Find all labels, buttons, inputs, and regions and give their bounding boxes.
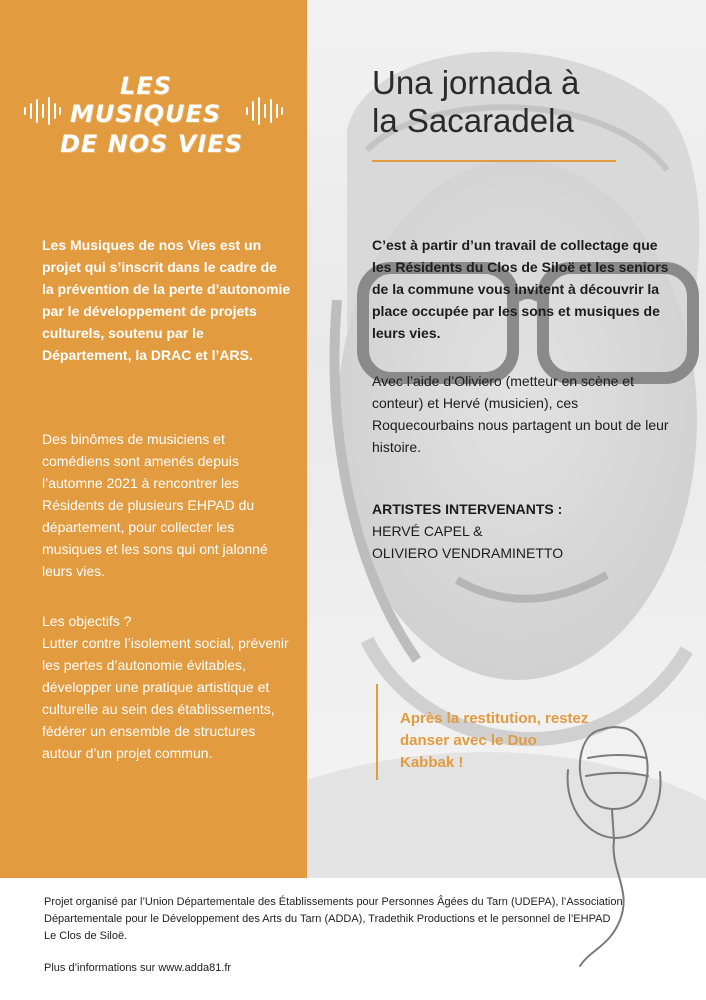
project-intro-text: Les Musiques de nos Vies est un projet qui s’inscrit dans le cadre de la prévention de la perte d’autonomie par le développement de projets culturels, soutenu par le Département, la DRAC et l’ARS. [42,237,291,363]
accent-vertical-line [376,684,378,780]
orange-side-panel [0,0,307,878]
logo [22,72,284,164]
after-show-note: Après la restitution, restez danser avec le Duo Kabbak ! [400,710,589,771]
artist-name-2: OLIVIERO VENDRAMINETTO [372,545,564,561]
logo-line-2: MUSIQUES [70,100,222,128]
objectifs-text: Lutter contre l’isolement social, prévenir les pertes d’autonomie évitables, développer une pratique artistique et culturelle au sein des établissements, fédérer un ensemble de structures autour d’un projet commun. [42,635,289,761]
sound-wave-icon [22,96,62,126]
logo-line-1: LES [120,72,172,100]
sound-wave-icon [244,96,284,126]
logo-line-3: DE NOS VIES [60,130,243,158]
event-title-line-2: la Sacaradela [372,102,574,139]
objectifs-heading: Les objectifs ? [42,613,132,629]
artists-heading: ARTISTES INTERVENANTS : [372,501,563,517]
artist-name-1: HERVÉ CAPEL & [372,523,483,539]
aide-text: Avec l’aide d’Oliviero (metteur en scène et conteur) et Hervé (musicien), ces Roquecourbains nous partagent un bout de leur histoire. [372,373,669,455]
more-info-link[interactable]: Plus d’informations sur www.adda81.fr [44,962,232,974]
event-title-line-1: Una jornada à [372,64,580,101]
binomes-text: Des binômes de musiciens et comédiens sont amenés depuis l’automne 2021 à rencontrer les Résidents de plusieurs EHPAD du département, pour collecter les musiques et les sons qui ont jalonné leurs vies. [42,431,268,579]
collectage-text: C’est à partir d’un travail de collectage que les Résidents du Clos de Siloë et les seniors de la commune vous invitent à découvrir la place occupée par les sons et musiques de leurs vies. [372,237,669,341]
title-divider [372,160,616,162]
footer-organizers: Projet organisé par l’Union Départementale des Établissements pour Personnes Âgées du Tarn (UDEPA), l’Association Départementale pour le Développement des Arts du Tarn (ADDA), Tradethik Productions et le personnel de l’EHPAD Le Clos de Siloë. [44,896,623,942]
event-title [372,64,672,140]
